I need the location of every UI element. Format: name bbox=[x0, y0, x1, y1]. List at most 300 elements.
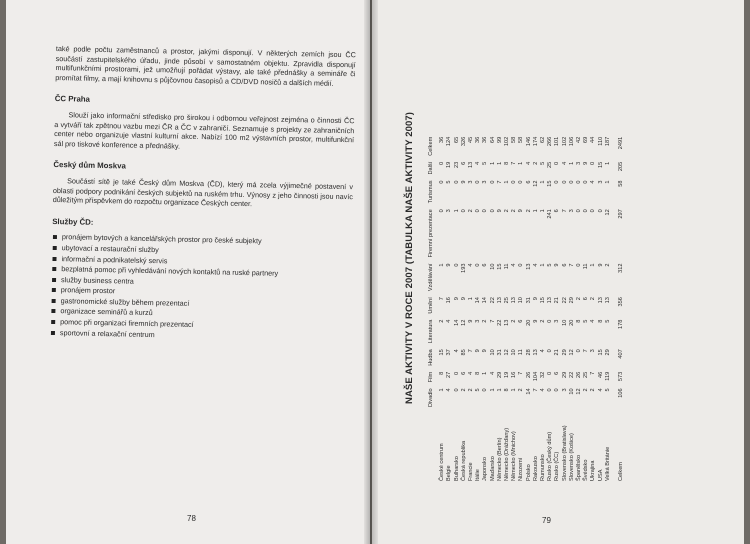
table-cell: 0 bbox=[590, 209, 597, 213]
table-cell: 5 bbox=[604, 319, 611, 323]
table-cell: 15 bbox=[597, 349, 604, 356]
table-cell: 1 bbox=[540, 180, 547, 184]
services-list-item: pronájem bytových a kancelářských prostor pro české subjekty bbox=[52, 232, 352, 248]
table-cell: 2 bbox=[511, 319, 518, 323]
table-cell: 124 bbox=[446, 136, 453, 147]
page-left bbox=[6, 0, 370, 544]
table-cell: 9 bbox=[453, 297, 460, 301]
table-cell: 12 bbox=[604, 209, 611, 216]
table-cell: 0 bbox=[576, 180, 583, 184]
table-cell: 9 bbox=[532, 297, 539, 301]
services-list bbox=[50, 232, 352, 343]
table-cell: 13 bbox=[597, 297, 604, 304]
table-cell: 9 bbox=[583, 161, 590, 165]
table-cell: 6 bbox=[554, 371, 561, 375]
table-cell: 0 bbox=[460, 209, 467, 213]
table-row bbox=[605, 134, 612, 484]
table-cell: 13 bbox=[468, 161, 475, 168]
table-cell: 1 bbox=[489, 388, 496, 392]
table-cell: 9 bbox=[532, 319, 539, 323]
table-cell: 5 bbox=[604, 388, 611, 392]
table-cell: 3 bbox=[590, 349, 597, 353]
table-header-cell: Umění bbox=[428, 297, 434, 314]
table-cell: 4 bbox=[446, 319, 453, 323]
table-cell: 22 bbox=[568, 371, 575, 379]
table-cell: 29 bbox=[561, 371, 568, 379]
table-cell: 5 bbox=[540, 161, 547, 165]
country-name-cell: Německo (Drážďany) bbox=[504, 427, 511, 481]
table-cell: 0 bbox=[554, 180, 561, 184]
table-cell: 14 bbox=[475, 297, 482, 304]
table-cell: 15 bbox=[547, 180, 554, 187]
table-row bbox=[533, 134, 540, 484]
country-name-cell: Bulharsko bbox=[453, 456, 460, 481]
table-cell: 4 bbox=[525, 161, 532, 165]
table-cell: 0 bbox=[518, 263, 525, 267]
table-cell: 2 bbox=[468, 209, 475, 213]
total-cell: 178 bbox=[618, 319, 625, 329]
total-cell: 2491 bbox=[618, 136, 625, 150]
table-cell: 1 bbox=[468, 297, 475, 301]
table-cell: 4 bbox=[590, 180, 597, 184]
table-cell: 2 bbox=[439, 319, 446, 323]
table-row bbox=[461, 134, 468, 484]
table-cell: 16 bbox=[511, 371, 518, 379]
table-cell: 19 bbox=[504, 371, 511, 379]
table-cell: 12 bbox=[532, 180, 539, 187]
table-row bbox=[547, 134, 554, 484]
table-cell: 7 bbox=[439, 297, 446, 301]
table-cell: 8 bbox=[576, 319, 583, 323]
activities-table bbox=[428, 134, 625, 484]
total-label: Celkem bbox=[618, 462, 625, 481]
table-cell: 0 bbox=[475, 209, 482, 213]
table-cell: 15 bbox=[496, 263, 503, 270]
table-cell: 0 bbox=[453, 180, 460, 184]
table-row bbox=[583, 134, 590, 484]
table-cell: 9 bbox=[597, 263, 604, 267]
table-cell: 0 bbox=[453, 263, 460, 267]
table-cell: 0 bbox=[439, 180, 446, 184]
table-cell: 0 bbox=[576, 209, 583, 213]
table-cell: 69 bbox=[583, 136, 590, 143]
services-list-item: pomoc při organizaci firemních prezentací bbox=[50, 317, 350, 333]
left-page-content bbox=[50, 44, 356, 344]
table-cell: 1 bbox=[511, 388, 518, 392]
table-cell: 0 bbox=[583, 209, 590, 213]
table-cell: 25 bbox=[504, 297, 511, 304]
table-cell: 20 bbox=[525, 319, 532, 326]
table-cell: 0 bbox=[453, 388, 460, 392]
table-cell: 1 bbox=[540, 263, 547, 267]
table-cell: 7 bbox=[496, 180, 503, 184]
table-cell: 5 bbox=[475, 388, 482, 392]
country-name-cell: Slovensko (Košice) bbox=[568, 433, 575, 481]
table-cell: 10 bbox=[568, 388, 575, 395]
table-cell: 4 bbox=[540, 388, 547, 392]
table-cell: 26 bbox=[525, 371, 532, 379]
table-row bbox=[468, 134, 475, 484]
table-cell: 0 bbox=[547, 349, 554, 353]
table-cell: 1 bbox=[504, 180, 511, 184]
table-cell: 58 bbox=[511, 136, 518, 143]
table-cell: 0 bbox=[489, 209, 496, 213]
table-cell: 21 bbox=[554, 297, 561, 304]
table-header-cell: Divadlo bbox=[428, 388, 434, 407]
table-cell: 6 bbox=[561, 263, 568, 267]
table-cell: 2 bbox=[511, 209, 518, 213]
table-cell: 1 bbox=[532, 209, 539, 213]
table-cell: 0 bbox=[590, 161, 597, 165]
table-cell: 9 bbox=[518, 209, 525, 213]
table-row bbox=[475, 134, 482, 484]
table-cell: 0 bbox=[597, 209, 604, 213]
country-name-cell: Belgie bbox=[446, 465, 453, 481]
table-cell: 36 bbox=[439, 136, 446, 143]
table-row bbox=[454, 134, 461, 484]
table-cell: 0 bbox=[561, 180, 568, 184]
table-cell: 0 bbox=[439, 161, 446, 165]
table-cell: 20 bbox=[568, 319, 575, 326]
table-header-cell: Další bbox=[428, 161, 434, 175]
table-cell: 0 bbox=[568, 180, 575, 184]
table-cell: 4 bbox=[468, 263, 475, 267]
country-name-cell: Japonsko bbox=[482, 457, 489, 481]
table-cell: 3 bbox=[482, 180, 489, 184]
total-cell: 297 bbox=[618, 209, 625, 219]
table-cell: 241 bbox=[547, 209, 554, 219]
table-cell: 4 bbox=[468, 371, 475, 375]
book-gutter bbox=[364, 0, 378, 544]
table-cell: 11 bbox=[583, 263, 590, 270]
table-cell: 0 bbox=[482, 209, 489, 213]
table-cell: 1 bbox=[604, 180, 611, 184]
table-cell: 4 bbox=[540, 349, 547, 353]
table-cell: 14 bbox=[482, 297, 489, 304]
table-cell: 29 bbox=[568, 297, 575, 304]
table-cell: 99 bbox=[496, 136, 503, 143]
table-cell: 0 bbox=[554, 388, 561, 392]
table-cell: 0 bbox=[554, 161, 561, 165]
table-header-cell: Hudba bbox=[428, 349, 434, 366]
services-list-item: bezplatná pomoc při vyhledávání nových kontaktů na ruské partnery bbox=[51, 264, 351, 280]
total-cell: 573 bbox=[618, 371, 625, 382]
table-row bbox=[490, 134, 497, 484]
table-cell: 3 bbox=[554, 319, 561, 323]
table-cell: 25 bbox=[583, 371, 590, 379]
table-cell: 12 bbox=[504, 349, 511, 356]
paragraph-cc-praha: Slouží jako informační středisko pro širokou i odbornou veřejnost zejména o činnosti ČC a vytváří tak zpětnou vazbu mezi ČR a ČC v zahraničí. Seznamuje s projekty ze zahraničních center nebo organizuje vlastní kulturní akce. Nabízí 100 m2 výstavních prostor, multifunkční sál pro tiskové konference a přednášky. bbox=[53, 110, 355, 151]
table-cell: 102 bbox=[561, 136, 568, 147]
country-name-cell: Slovensko (Bratislava) bbox=[561, 425, 568, 481]
country-name-cell: Rakousko bbox=[532, 456, 539, 481]
table-cell: 2 bbox=[604, 263, 611, 267]
table-cell: 2 bbox=[468, 388, 475, 392]
country-name-cell: České centrum bbox=[439, 443, 446, 481]
table-cell: 1 bbox=[590, 263, 597, 267]
table-cell: 13 bbox=[532, 349, 539, 356]
table-cell: 29 bbox=[496, 371, 503, 379]
table-cell: 5 bbox=[547, 263, 554, 267]
table-row bbox=[598, 134, 605, 484]
rotated-table-wrapper bbox=[388, 0, 736, 500]
table-header-cell: Vzdělávání bbox=[428, 263, 434, 292]
table-cell: 0 bbox=[475, 180, 482, 184]
table-cell: 7 bbox=[489, 319, 496, 323]
services-list-item: ubytovací a restaurační služby bbox=[52, 243, 352, 259]
table-cell: 85 bbox=[460, 349, 467, 356]
table-cell: 7 bbox=[590, 371, 597, 375]
table-row bbox=[497, 134, 504, 484]
table-cell: 13 bbox=[511, 297, 518, 304]
page-right bbox=[372, 0, 744, 544]
table-cell: 36 bbox=[475, 136, 482, 143]
table-header-cell: Literatura bbox=[428, 319, 434, 344]
table-row bbox=[511, 134, 518, 484]
services-list-item: sportovní a relaxační centrum bbox=[50, 328, 350, 344]
table-cell: 4 bbox=[597, 388, 604, 392]
table-header-cell: Celkem bbox=[428, 136, 434, 156]
rotated-table-content bbox=[388, 0, 736, 500]
table-cell: 42 bbox=[576, 136, 583, 143]
table-cell: 6 bbox=[460, 161, 467, 165]
table-cell: 6 bbox=[460, 371, 467, 375]
table-cell: 64 bbox=[489, 136, 496, 143]
country-name-cell: Ukrajina bbox=[590, 460, 597, 481]
table-cell: 0 bbox=[453, 371, 460, 375]
table-cell: 6 bbox=[525, 180, 532, 184]
total-cell: 312 bbox=[618, 263, 625, 273]
table-cell: 1 bbox=[540, 209, 547, 213]
table-cell: 3 bbox=[597, 180, 604, 184]
table-cell: 9 bbox=[468, 319, 475, 323]
table-cell: 0 bbox=[482, 388, 489, 392]
table-cell: 13 bbox=[496, 297, 503, 304]
table-cell: 174 bbox=[532, 136, 539, 147]
table-cell: 15 bbox=[439, 349, 446, 356]
table-cell: 8 bbox=[504, 388, 511, 392]
table-cell: 4 bbox=[590, 319, 597, 323]
table-cell: 10 bbox=[489, 263, 496, 270]
table-cell: 15 bbox=[597, 161, 604, 168]
table-cell: 27 bbox=[446, 371, 453, 379]
table-cell: 8 bbox=[597, 319, 604, 323]
table-cell: 4 bbox=[489, 371, 496, 375]
table-cell: 2 bbox=[583, 388, 590, 392]
table-row bbox=[446, 134, 453, 484]
table-cell: 45 bbox=[468, 136, 475, 143]
total-cell: 407 bbox=[618, 349, 625, 359]
table-row bbox=[569, 134, 576, 484]
total-cell: 58 bbox=[618, 180, 625, 187]
country-name-cell: Francie bbox=[468, 462, 475, 481]
table-cell: 9 bbox=[475, 349, 482, 353]
table-cell: 0 bbox=[547, 371, 554, 375]
table-row bbox=[554, 134, 561, 484]
table-cell: 13 bbox=[604, 297, 611, 304]
table-cell: 22 bbox=[561, 297, 568, 304]
table-cell: 2 bbox=[590, 297, 597, 301]
table-cell: 4 bbox=[511, 263, 518, 267]
paragraph-cesky-dum: Součástí sítě je také Český dům Moskva (ČD), který má zcela výjimečné postavení v oblasti podpory podnikání českých subjektů na ruském trhu. Výnosy z jeho činnosti jsou navíc důležitým příspěvkem do rozpočtu organizace Českých center. bbox=[52, 176, 354, 209]
table-cell: 7 bbox=[532, 388, 539, 392]
table-cell: 187 bbox=[604, 136, 611, 147]
table-cell: 0 bbox=[518, 180, 525, 184]
table-cell: 0 bbox=[475, 263, 482, 267]
table-cell: 1 bbox=[439, 388, 446, 392]
table-cell: 1 bbox=[518, 161, 525, 165]
intro-paragraph: také podle počtu zaměstnanců a prostor, jakými disponují. V některých zemích jsou ČC součástí zastupitelského úřadu, jinde působí v samostatném objektu. Zpravidla disponují multifunkčními prostorami, jež umožňují pořádat výstavy, ale také přednášky a semináře či promítat filmy, a mají knihovnu s půjčovnou časopisů a CD/DVD nosičů a dalších médií. bbox=[55, 44, 356, 88]
table-cell: 13 bbox=[504, 319, 511, 326]
table-cell: 26 bbox=[576, 371, 583, 379]
table-cell: 10 bbox=[489, 349, 496, 356]
page-number-left: 78 bbox=[187, 514, 196, 523]
table-row bbox=[504, 134, 511, 484]
table-cell: 46 bbox=[597, 371, 604, 379]
table-cell: 6 bbox=[554, 209, 561, 213]
table-cell: 11 bbox=[518, 349, 525, 356]
table-cell: 326 bbox=[460, 136, 467, 147]
table-cell: 62 bbox=[540, 136, 547, 143]
services-list-item: organizace seminářů a kurzů bbox=[50, 306, 350, 322]
table-cell: 2 bbox=[532, 161, 539, 165]
total-cell: 205 bbox=[618, 161, 625, 172]
table-cell: 104 bbox=[532, 371, 539, 382]
table-total-row bbox=[612, 134, 625, 484]
table-cell: 4 bbox=[453, 349, 460, 353]
table-cell: 9 bbox=[446, 263, 453, 267]
table-cell: 2 bbox=[460, 388, 467, 392]
table-header-country bbox=[428, 410, 439, 484]
table-cell: 3 bbox=[468, 180, 475, 184]
table-cell: 36 bbox=[482, 136, 489, 143]
table-cell: 7 bbox=[468, 349, 475, 353]
table-row bbox=[518, 134, 525, 484]
section-heading-cesky-dum: Český dům Moskva bbox=[53, 160, 126, 171]
table-cell: 9 bbox=[554, 263, 561, 267]
table-cell: 22 bbox=[489, 297, 496, 304]
table-cell: 7 bbox=[583, 349, 590, 353]
country-name-cell: Nizozemí bbox=[518, 457, 525, 481]
table-cell: 6 bbox=[518, 319, 525, 323]
table-cell: 5 bbox=[583, 319, 590, 323]
table-cell: 6 bbox=[583, 297, 590, 301]
country-name-cell: Rusko (Český dům) bbox=[547, 431, 554, 481]
table-cell: 8 bbox=[504, 161, 511, 165]
table-cell: 37 bbox=[446, 349, 453, 356]
table-cell: 0 bbox=[576, 349, 583, 353]
table-cell: 8 bbox=[475, 371, 482, 375]
country-name-cell: Itálie bbox=[475, 469, 482, 481]
country-name-cell: Maďarsko bbox=[489, 456, 496, 481]
country-name-cell: Švédsko bbox=[583, 459, 590, 481]
table-header-cell: Firemní prezentace bbox=[428, 209, 434, 258]
table-cell: 1 bbox=[482, 371, 489, 375]
country-name-cell: Velká Británie bbox=[604, 446, 611, 481]
services-list-item: pronájem prostor bbox=[51, 285, 351, 301]
table-cell: 15 bbox=[540, 297, 547, 304]
table-cell: 29 bbox=[561, 349, 568, 356]
table-cell: 4 bbox=[561, 161, 568, 165]
table-header-row bbox=[428, 134, 439, 484]
table-cell: 2 bbox=[518, 388, 525, 392]
table-cell: 1 bbox=[568, 161, 575, 165]
table-cell: 0 bbox=[547, 388, 554, 392]
table-cell: 0 bbox=[439, 209, 446, 213]
table-cell: 6 bbox=[482, 263, 489, 267]
services-list-item: gastronomické služby během prezentací bbox=[51, 296, 351, 312]
table-row bbox=[590, 134, 597, 484]
table-cell: 0 bbox=[576, 263, 583, 267]
table-cell: 12 bbox=[576, 388, 583, 395]
table-cell: 193 bbox=[460, 263, 467, 273]
table-cell: 0 bbox=[511, 180, 518, 184]
table-cell: 10 bbox=[511, 349, 518, 356]
table-cell: 65 bbox=[453, 136, 460, 143]
table-cell: 3 bbox=[561, 388, 568, 392]
table-cell: 2 bbox=[525, 209, 532, 213]
services-list-item: informační a podnikatelský servis bbox=[51, 253, 351, 269]
table-cell: 4 bbox=[446, 388, 453, 392]
section-heading-cc-praha: ČC Praha bbox=[54, 94, 91, 105]
table-cell: 1 bbox=[496, 161, 503, 165]
total-cell: 106 bbox=[618, 388, 625, 398]
table-cell: 2 bbox=[576, 297, 583, 301]
table-cell: 3 bbox=[568, 209, 575, 213]
table-cell: 29 bbox=[604, 349, 611, 356]
table-cell: 9 bbox=[496, 209, 503, 213]
section-heading-sluzby: Služby ČD: bbox=[52, 216, 94, 227]
country-name-cell: Španělsko bbox=[576, 454, 583, 481]
country-name-cell: Německo (Mnichov) bbox=[511, 431, 518, 481]
table-cell: 32 bbox=[540, 371, 547, 379]
table-header-cell: Film bbox=[428, 371, 434, 383]
country-name-cell: Rusko (ČC) bbox=[554, 451, 561, 481]
table-cell: 21 bbox=[554, 349, 561, 356]
country-name-cell: USA bbox=[597, 469, 604, 481]
table-cell: 31 bbox=[496, 349, 503, 356]
table-cell: 10 bbox=[518, 297, 525, 304]
table-cell: 3 bbox=[475, 319, 482, 323]
table-cell: 13 bbox=[525, 263, 532, 270]
table-cell: 10 bbox=[561, 319, 568, 326]
table-cell: 14 bbox=[525, 388, 532, 395]
table-cell: 9 bbox=[482, 349, 489, 353]
table-cell: 0 bbox=[547, 319, 554, 323]
country-name-cell: Česká republika bbox=[460, 440, 467, 481]
table-cell: 7 bbox=[568, 263, 575, 267]
country-name-cell: Německo (Berlín) bbox=[496, 437, 503, 481]
table-cell: 2 bbox=[482, 319, 489, 323]
table-cell: 22 bbox=[496, 319, 503, 326]
table-cell: 4 bbox=[532, 263, 539, 267]
table-row bbox=[562, 134, 569, 484]
table-cell: 7 bbox=[518, 371, 525, 375]
table-cell: 2 bbox=[504, 209, 511, 213]
page-number-right: 79 bbox=[542, 516, 551, 525]
table-cell: 25 bbox=[547, 161, 554, 168]
table-cell: 11 bbox=[504, 263, 511, 270]
table-cell: 19 bbox=[446, 161, 453, 168]
table-row bbox=[482, 134, 489, 484]
total-cell: 356 bbox=[618, 297, 625, 307]
table-cell: 2 bbox=[540, 319, 547, 323]
country-name-cell: Polsko bbox=[525, 464, 532, 481]
table-cell: 4 bbox=[475, 161, 482, 165]
table-cell: 7 bbox=[561, 209, 568, 213]
table-header-cell: Turismus bbox=[428, 180, 434, 204]
table-cell: 31 bbox=[525, 297, 532, 304]
